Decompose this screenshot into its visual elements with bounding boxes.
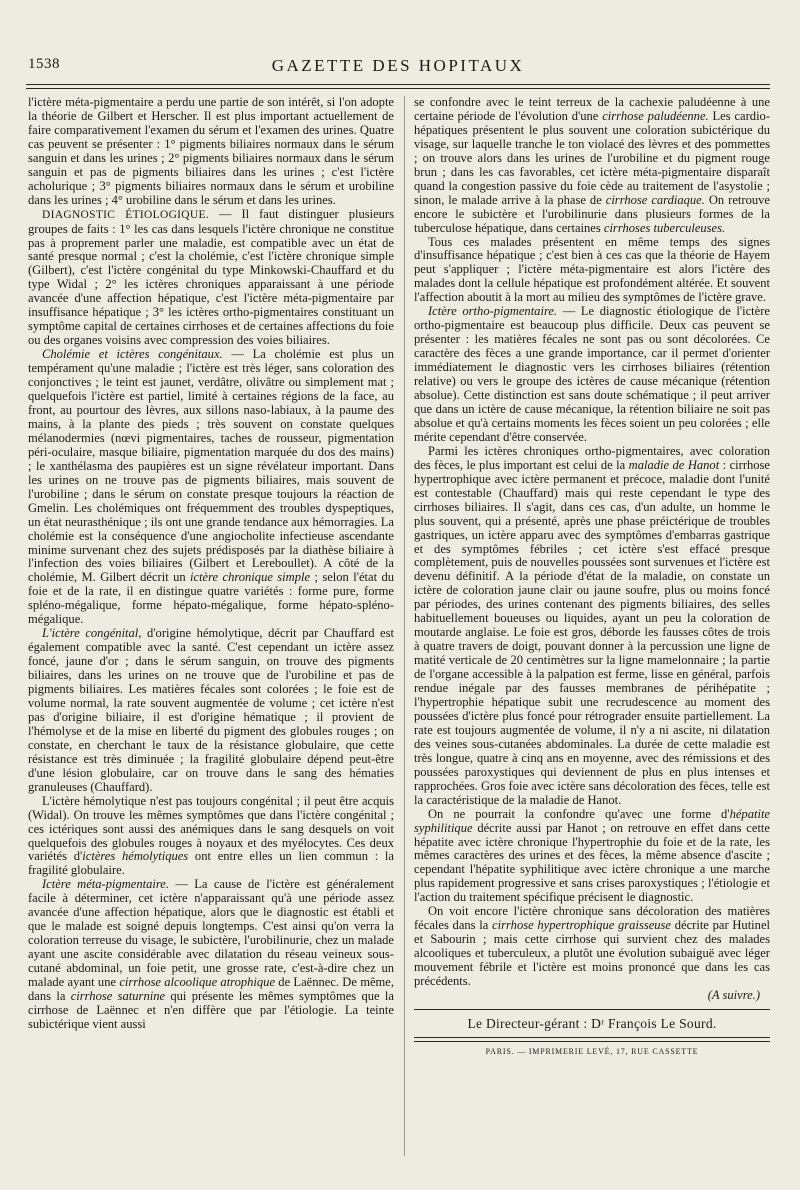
text-run: — Il faut distinguer plusieurs groupes de faits : 1° les cas dans lesquels l'ictère chronique ne constitue pas à proprement parler une maladie, est compatible avec un état de santé presque normal ; c'est la cholémie, c'est l'ictère chronique simple (Gilbert), c'est l'ictère congénital du type Minkowski-Chauffard et du type Widal ; 2° les ictères chroniques apparaissant à une période avancée d'une affection hépatique, c'est l'ictère méta-pigmentaire par insuffisance hépatique ; 3° les ictères ortho-pigmentaires constituant un symptôme capital de certaines cirrhoses et de certaines affections du foie ou des organes voisins avec compression des voies biliaires. [28, 206, 394, 348]
paragraph [28, 795, 394, 879]
text-run: se confondre avec le teint terreux de la cachexie paludéenne à une certaine période de l'évolution d'une [414, 95, 770, 123]
paragraph [28, 627, 394, 794]
page-header [28, 56, 768, 78]
italic-run: ictère chronique simple [190, 570, 311, 585]
section-heading: DIAGNOSTIC ÉTIOLOGIQUE. [42, 208, 210, 221]
text-run: qui présente les mêmes symptômes que la cirrhose de Laënnec et n'en diffère que par l'étiologie. La teinte subictérique vient aussi [28, 989, 394, 1031]
text-run: L'ictère hémolytique n'est pas toujours congénital ; il peut être acquis (Widal). On trouve les mêmes symptômes que dans l'ictère congénital ; ces ictériques sont aussi des anémiques dans le sang desquels on voit quelquefois des globules rouges à noyaux et des myélocytes. Ces deux variétés d' [28, 793, 394, 864]
page-number: 1538 [28, 56, 60, 72]
signature-rule-top [414, 1009, 770, 1010]
text-run: décrite par Hutinel et Sabourin ; mais cette cirrhose qui survient chez des malades alcooliques et tuberculeux, a plutôt une évolution subaiguë avec léger mouvement fébrile et l'ictère est moins prononcé que dans les cas précédents. [414, 918, 770, 989]
text-run: On voit encore l'ictère chronique sans décoloration des matières fécales dans la [414, 904, 770, 933]
italic-run: cirrhose paludéenne. [602, 108, 709, 123]
paragraph [414, 305, 770, 445]
text-run: — Le diagnostic étiologique de l'ictère ortho-pigmentaire est beaucoup plus difficile. Deux cas peuvent se présenter : les matières fécales ne sont pas ou sont décolorées. Ce caractère des fèces a une grande importance, car il permet d'orienter immédiatement le diagnostic vers les cirrhoses biliaires (rétention relative) ou vers le groupe des ictères de cause mécanique (rétention absolue). Cette distinction est sans doute schématique ; il peut arriver que dans un ictère de cause mécanique, la rétention biliaire ne soit pas absolue et qu'à certains moments les fèces soient un peu colorées ; elle mérite cependant d'être conservée. [414, 304, 770, 444]
journal-title: GAZETTE DES HOPITAUX [271, 56, 525, 75]
italic-run: cirrhose cardiaque. [605, 192, 705, 207]
text-run: ont entre elles un lien commun : la fragilité globulaire. [28, 849, 394, 878]
italic-run: ictères hémolytiques [82, 849, 189, 864]
text-run: : cirrhose hypertrophique avec ictère permanent et précoce, maladie dont l'unité est contestable (Chauffard) mais qui reste cependant le type des cirrhoses biliaires. Il s'agit, dans ces cas, d'un adulte, un homme le plus souvent, qui a présenté, après une phase préictérique de troubles gastriques, un ictère apparu avec des symptômes d'embarras gastrique et des symptômes fébriles ; cet ictère s'est effacé presque complètement, puis de nouvelles poussées sont survenues et l'ictère est devenu définitif. A la période d'état de la maladie, on constate un ictère de coloration jaune clair ou jaune soufre, plus ou moins foncé par périodes, des urines contenant des pigments biliaires, des selles habituellement boueuses ou liquides, ayant un peu la coloration de moutarde anglaise. Le foie est gros, déborde les fausses côtes de trois à quatre travers de doigt, pouvant donner à la percussion une ligne de matité verticale de 20 centimètres sur la ligne mamelonnaire ; la partie de l'organe accessible à la palpation est ferme, lisse en général, parfois rendue inégale par des fausses membranes de périhépatite ; l'hypertrophie hépatique subit une recrudescence au moment des poussées d'ictère plus foncé pour rétrograder ensuite partiellement. La rate est toujours augmentée de volume, il n'y a ni ascite, ni dilatation des veines sous-cutanées abdominales. La durée de cette maladie est très longue, quatre à cinq ans en moyenne, avec des rémissions et des poussées paroxystiques qui deviennent de plus en plus intenses et rapprochées. Gros foie avec ictère sans décoloration des fèces, telle est la caractéristique de la maladie de Hanot. [414, 457, 770, 807]
italic-run: cirrhose alcoolique atrophique [119, 975, 276, 990]
header-rule [26, 84, 770, 89]
signature-block [414, 1009, 770, 1056]
paragraph [414, 96, 770, 236]
text-run: On retrouve encore le subictère et l'urobilinurie dans plusieurs formes de la tuberculose hépatique, dans certaines [414, 192, 770, 235]
printer-imprint: PARIS. — IMPRIMERIE LEVÉ, 17, RUE CASSETTE [485, 1047, 699, 1056]
italic-run: cirrhose hypertrophique graisseuse [492, 918, 672, 933]
italic-run: Ictère ortho-pigmentaire. [428, 304, 558, 319]
paragraph [28, 96, 394, 208]
italic-run: hépatite syphilitique [414, 806, 770, 835]
to-be-continued: (A suivre.) [707, 988, 760, 1002]
text-run: Les cardio-hépatiques présentent le plus souvent une coloration subictérique du visage, sur laquelle tranche le ton violacé des lèvres et des pommettes ; on trouve alors dans les urines de l'urobiline et du pigment rouge brun ; dans les cas favorables, cet ictère méta-pigmentaire disparaît quand la congestion passive du foie cède au traitement de l'asystolie ; sinon, le malade arrive à la phase de [414, 108, 771, 207]
text-run: Tous ces malades présentent en même temps des signes d'insuffisance hépatique ; c'est bien à ces cas que la théorie de Hayem peut s'appliquer ; l'ictère méta-pigmentaire est alors l'ictère des malades dont la cellule hépatique est profondément altérée. Et souvent l'affection aboutit à la mort au milieu des symptômes de l'ictère grave. [414, 234, 770, 305]
text-run: — La cause de l'ictère est généralement facile à déterminer, cet ictère n'apparaissant qu'à une période assez avancée d'une affection hépatique, alors que le diagnostic est établi et que le malade est soigné depuis longtemps. C'est ainsi qu'on verra la coloration terreuse du visage, le subictère, l'urobilinurie, chez un malade ayant une ascite considérable avec dilatation du réseau veineux sous-cutané abdominal, un foie petit, une grosse rate, c'est-à-dire chez un malade ayant une [28, 877, 395, 990]
italic-run: Ictère méta-pigmentaire. [42, 877, 170, 892]
left-column [28, 96, 394, 1032]
italic-run: cirrhose saturnine [70, 989, 166, 1003]
paragraph [414, 808, 770, 906]
paragraph [414, 236, 770, 306]
text-run: décrite aussi par Hanot ; on retrouve en effet dans cette hépatite avec ictère chronique l'hypertrophie du foie et de la rate, les mêmes caractères des urines et des fèces, la même absence d'ascite ; cependant l'hépatite syphilitique avec ictère chronique a une marche plus rapidement progressive et sans crises paroxystiques ; l'étiologie et l'action du traitement spécifique précisent le diagnostic. [414, 820, 770, 905]
signature-rule-bottom [414, 1037, 770, 1042]
text-run: On ne pourrait la confondre qu'avec une forme d' [428, 806, 730, 821]
italic-run: Cholémie et ictères congénitaux. [42, 347, 223, 362]
text-run: Parmi les ictères chroniques ortho-pigmentaires, avec coloration des fèces, le plus important est celui de la [414, 443, 770, 472]
paragraph [28, 348, 394, 627]
text-run: ; selon l'état du foie et de la rate, il en distingue quatre variétés : forme pure, forme spléno-mégalique, forme hépato-mégalique, forme hépato-spléno-mégalique. [28, 570, 394, 627]
italic-run: cirrhoses tuberculeuses. [603, 220, 726, 235]
text-run: l'ictère méta-pigmentaire a perdu une partie de son intérêt, si l'on adopte la théorie de Gilbert et Herscher. Il est plus important actuellement de faire comparativement l'examen du sérum et l'examen des urines. Quatre cas peuvent se présenter : 1° pigments biliaires normaux dans le sérum sanguin et dans les urines ; 2° pigments biliaires normaux dans le sérum sanguin et pas de pigments biliaires dans les urines ; c'est l'ictère acholurique ; 3° pigments biliaires normaux dans le sérum et urobiline dans les urines ; 4° urobiline dans le sérum et dans les urines. [28, 95, 394, 207]
text-run: — La cholémie est plus un tempérament qu'une maladie ; l'ictère est très léger, sans coloration des conjonctives ; le teint est jaunet, verdâtre, olivâtre ou simplement mat ; quelquefois l'ictère est partiel, limité à certaines régions de la face, au front, au pourtour des lèvres, aux sillons naso-labiaux, à la paume des mains, à la plante des pieds ; très souvent on constate quelques mélanodermies (nœvi pigmentaires, taches de rousseur, pigmentation péri-oculaire, masque biliaire, pigmentation marquée du dos des mains) ; le xanthélasma des paupières est un signe révélateur important. Dans les urines on ne trouve pas de pigments biliaires, mais souvent de l'urobiline ; dans le sérum on constate presque toujours la réaction de Gmelin. Les cholémiques ont fréquemment des troubles dyspeptiques, un état neurasthénique ; ils ont une grande tendance aux hémorragies. La cholémie est la conséquence d'une angiocholite infectieuse ascendante minime survenant chez des sujets prédisposés par la diathèse biliaire à l'infection des voies biliaires (Gilbert et Lereboullet). A côté de la cholémie, M. Gilbert décrit un [28, 347, 394, 585]
director-signature: Le Directeur-gérant : Dʳ François Le Sourd. [467, 1016, 717, 1031]
text-run: de Laënnec. De même, dans la [28, 975, 394, 1003]
paragraph [28, 878, 394, 1031]
italic-run: L'ictère congénital, [42, 626, 142, 641]
paragraph [28, 208, 394, 349]
right-column [414, 96, 770, 1003]
text-run: d'origine hémolytique, décrit par Chauffard est également compatible avec la santé. C'est cependant un ictère assez foncé, jaune d'or ; dans le sérum sanguin, on trouve des pigments biliaires, dans les urines on ne trouve que de l'urobiline et pas de pigments biliaires. Les matières fécales sont colorées ; le foie est de volume normal, la rate souvent augmentée de volume ; cet ictère n'est pas d'origine biliaire, il est d'origine hématique ; il provient de l'hémolyse et de la mise en liberté du pigment des globules rouges ; on constate, en cherchant le taux de la résistance globulaire, que cette résistance est très diminuée ; la fragilité globulaire dépend peut-être d'une lésion globulaire, car on trouve dans le sang des hématies granuleuses (Chauffard). [28, 626, 394, 794]
column-divider [404, 96, 405, 1156]
italic-run: maladie de Hanot [628, 457, 720, 472]
paragraph [414, 905, 770, 989]
paragraph [414, 445, 770, 808]
